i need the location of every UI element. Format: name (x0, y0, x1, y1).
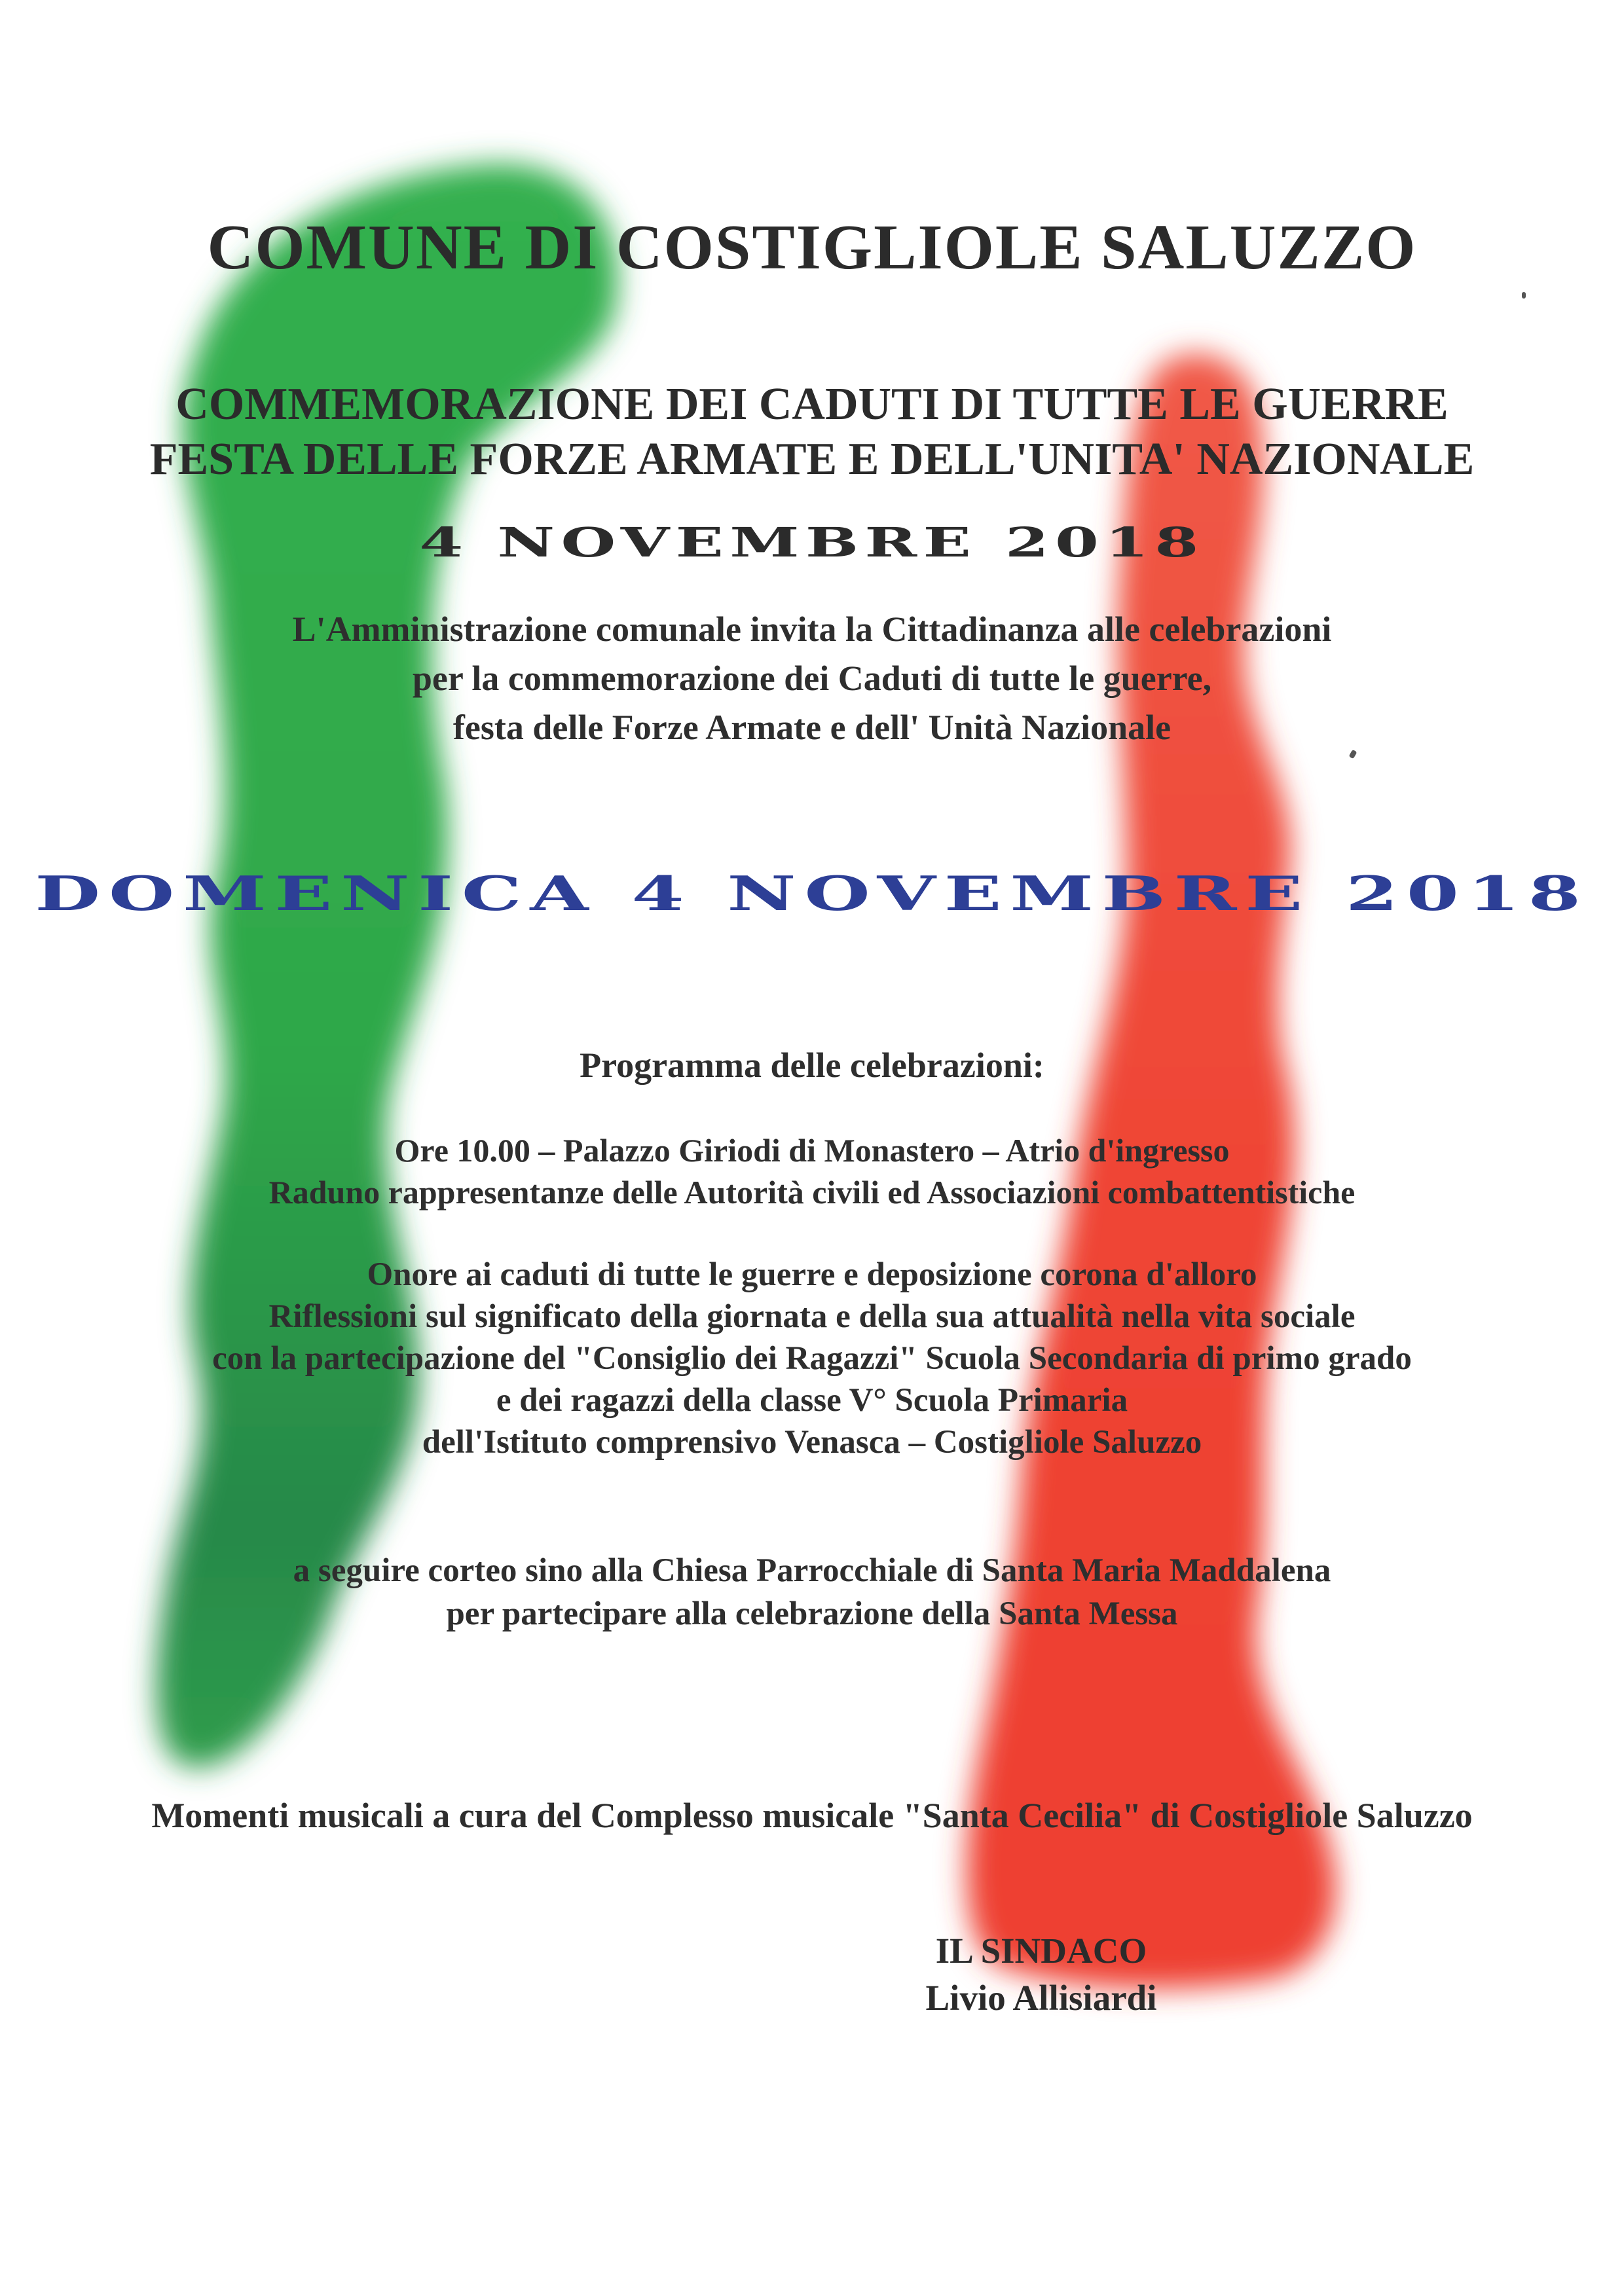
scan-speck (1522, 292, 1526, 299)
meeting-time-line: Ore 10.00 – Palazzo Giriodi di Monastero – Atrio d'ingresso (394, 1132, 1230, 1169)
program-heading: Programma delle celebrazioni: (580, 1046, 1044, 1085)
armed-forces-title: FESTA DELLE FORZE ARMATE E DELL'UNITA' NAZIONALE (149, 434, 1475, 484)
music-line: Momenti musicali a cura del Complesso musicale "Santa Cecilia" di Costigliole Saluzzo (151, 1796, 1473, 1835)
invitation-line-1: L'Amministrazione comunale invita la Cittadinanza alle celebrazioni (292, 610, 1332, 649)
red-brushstroke (967, 354, 1336, 1988)
ceremony-line-5: dell'Istituto comprensivo Venasca – Costigliole Saluzzo (422, 1424, 1202, 1461)
event-date: DOMENICA 4 NOVEMBRE 2018 (35, 866, 1589, 921)
ceremony-line-3: con la partecipazione del "Consiglio dei Ragazzi" Scuola Secondaria di primo grado (212, 1340, 1412, 1377)
invitation-line-3: festa delle Forze Armate e dell' Unità Nazionale (452, 708, 1172, 747)
invitation-line-2: per la commemorazione dei Caduti di tutte le guerre, (412, 659, 1212, 698)
commemoration-title: COMMEMORAZIONE DEI CADUTI DI TUTTE LE GUERRE (175, 379, 1449, 429)
ceremony-line-1: Onore ai caduti di tutte le guerre e deposizione corona d'alloro (367, 1256, 1257, 1293)
mayor-name: Livio Allisiardi (925, 1978, 1157, 2018)
ceremony-line-4: e dei ragazzi della classe V° Scuola Primaria (496, 1382, 1128, 1419)
header-date: 4 NOVEMBRE 2018 (419, 519, 1205, 566)
municipality-title: COMUNE DI COSTIGLIOLE SALUZZO (207, 212, 1417, 283)
procession-line-1: a seguire corteo sino alla Chiesa Parrocchiale di Santa Maria Maddalena (293, 1552, 1331, 1589)
meeting-description-line: Raduno rappresentanze delle Autorità civili ed Associazioni combattentistiche (268, 1174, 1356, 1211)
mayor-title: IL SINDACO (935, 1931, 1147, 1971)
ceremony-line-2: Riflessioni sul significato della giornata e della sua attualità nella vita sociale (268, 1298, 1356, 1335)
procession-line-2: per partecipare alla celebrazione della Santa Messa (446, 1595, 1178, 1632)
